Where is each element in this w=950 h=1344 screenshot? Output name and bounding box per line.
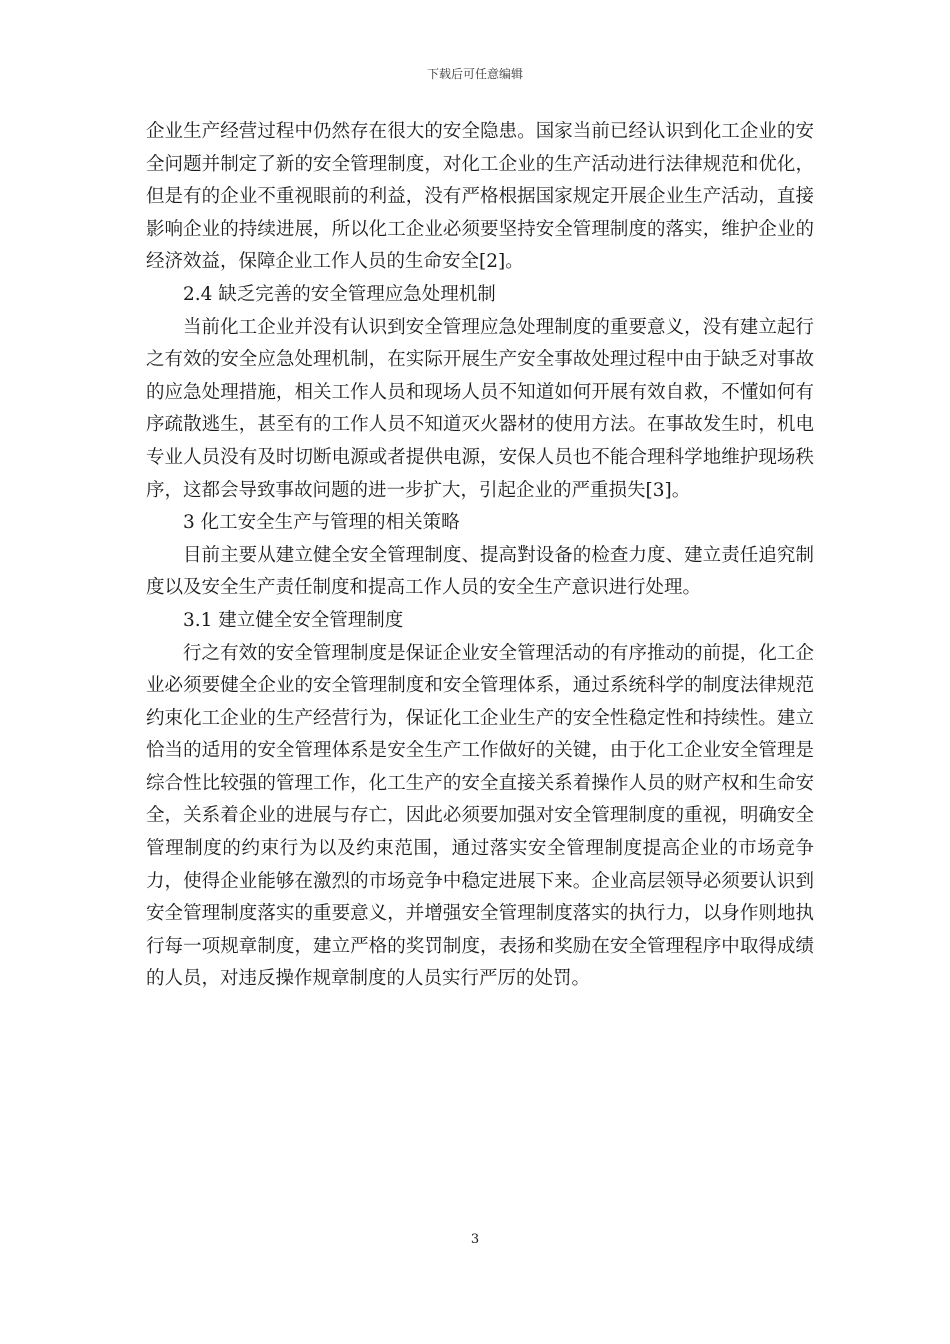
page-header: 下载后可任意编辑 (426, 67, 523, 81)
paragraph-emergency-mechanism: 当前化工企业并没有认识到安全管理应急处理制度的重要意义，没有建立起行之有效的安全应急处理机制，在实际开展生产安全事故处理过程中由于缺乏对事故的应急处理措施，相关工作人员和现场人员不知道如何开展有效自救，不懂如何有序疏散逃生，甚至有的工作人员不知道灭火器材的使用方法。在事故发生时，机电专业人员没有及时切断电源或者提供电源，安保人员也不能合理科学地维护现场秩序，这都会导致事故问题的进一步扩大，引起企业的严重损失[3]。 (146, 316, 814, 501)
section-heading-3-1: 3.1 建立健全安全管理制度 (183, 609, 404, 631)
paragraph-continued: 企业生产经营过程中仍然存在很大的安全隐患。国家当前已经认识到化工企业的安全问题并制定了新的安全管理制度，对化工企业的生产活动进行法律规范和优化，但是有的企业不重视眼前的利益，没有严格根据国家规定开展企业生产活动，直接影响企业的持续进展，所以化工企业必须要坚持安全管理制度的落实，维护企业的经济效益，保障企业工作人员的生命安全[2]。 (146, 121, 814, 273)
paragraph-strategy-overview: 目前主要从建立健全安全管理制度、提高對设备的检查力度、建立责任追究制度以及安全生产责任制度和提高工作人员的安全生产意识进行处理。 (146, 544, 814, 599)
paragraph-safety-system: 行之有效的安全管理制度是保证企业安全管理活动的有序推动的前提，化工企业必须要健全企业的安全管理制度和安全管理体系，通过系统科学的制度法律规范约束化工企业的生产经营行为，保证化工企业生产的安全性稳定性和持续性。建立恰当的适用的安全管理体系是安全生产工作做好的关键，由于化工企业安全管理是综合性比较强的管理工作，化工生产的安全直接关系着操作人员的财产权和生命安全，关系着企业的进展与存亡，因此必须要加强对安全管理制度的重视，明确安全管理制度的约束行为以及约束范围，通过落实安全管理制度提高企业的市场竞争力，使得企业能够在激烈的市场竞争中稳定进展下来。企业高层领导必须要认识到安全管理制度落实的重要意义，并增强安全管理制度落实的执行力，以身作则地执行每一项规章制度，建立严格的奖罚制度，表扬和奖励在安全管理程序中取得成绩的人员，对违反操作规章制度的人员实行严厉的处罚。 (146, 642, 814, 990)
section-heading-3: 3 化工安全生产与管理的相关策略 (183, 512, 460, 534)
section-heading-2-4: 2.4 缺乏完善的安全管理应急处理机制 (183, 283, 496, 305)
page-number: 3 (470, 1232, 480, 1247)
document-body (146, 116, 814, 996)
